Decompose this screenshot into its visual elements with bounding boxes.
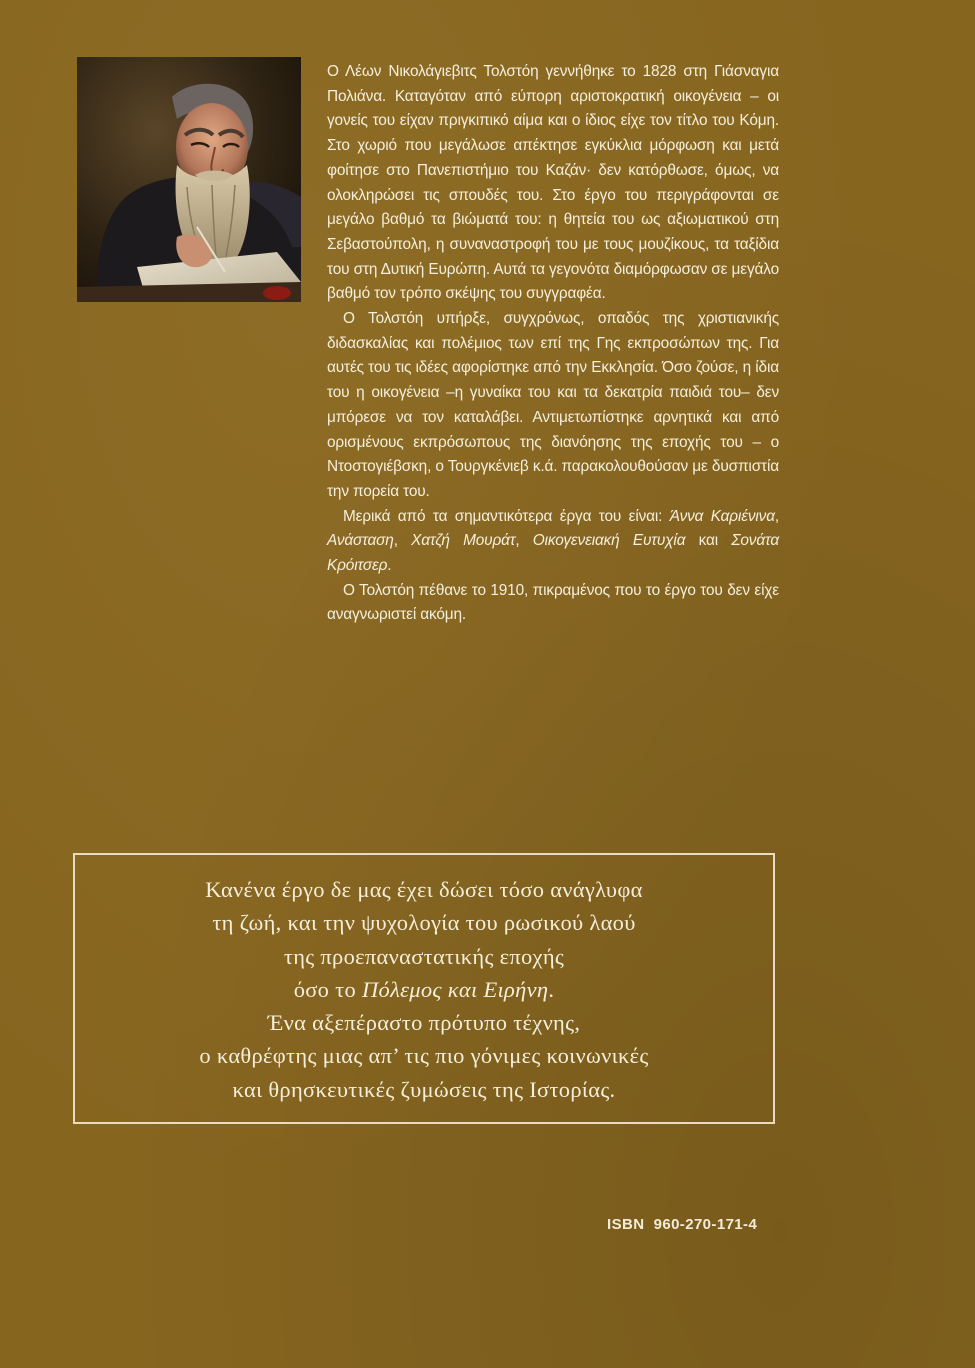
- portrait-illustration: [77, 57, 301, 302]
- quote-prefix: όσο το: [293, 976, 362, 1002]
- bio-paragraph-works: [327, 505, 779, 579]
- quote-line: και θρησκευτικές ζυμώσεις της Ιστορίας.: [232, 1076, 616, 1102]
- author-portrait: [77, 57, 301, 302]
- work-title: Χατζή Μουράτ: [411, 532, 516, 550]
- work-title: Οικογενειακή Ευτυχία: [532, 532, 686, 550]
- quote-box: [73, 853, 775, 1124]
- work-title: Ανάσταση: [327, 532, 394, 550]
- work-title: Άννα Καριένινα: [669, 507, 775, 525]
- quote-suffix: .: [548, 976, 555, 1002]
- quote-line: ο καθρέφτης μιας απ’ τις πιο γόνιμες κοινωνικές: [199, 1043, 649, 1069]
- separator: .: [387, 557, 392, 575]
- quote-line: τη ζωή, και την ψυχολογία του ρωσικού λαού: [212, 910, 636, 936]
- work-title: Σονάτα Κρόιτσερ: [327, 532, 779, 575]
- bio-paragraph: Ο Λέων Νικολάγιεβιτς Τολστόη γεννήθηκε το 1828 στη Γιάσναγια Πολιάνα. Καταγόταν από εύπορη αριστοκρατική οικογένεια – οι γονείς του είχαν πριγκιπικό αίμα και ο ίδιος είχε τον τίτλο του Κόμη. Στο χωριό που μεγάλωσε απέκτησε εγκύκλια μόρφωση και μετά φοίτησε στο Πανεπιστήμιο του Καζάν· δεν κατόρθωσε, όμως, να ολοκληρώσει τις σπουδές του. Στο έργο του περιγράφονται σε μεγάλο βαθμό τα βιώματά του: η θητεία του ως αξιωματικού στη Σεβαστούπολη, η συναναστροφή του με τους μουζίκους, τα ταξίδια του στη Δυτική Ευρώπη. Αυτά τα γεγονότα διαμόρφωσαν σε μεγάλο βαθμό τον τρόπο σκέψης του συγγραφέα.: [327, 63, 779, 303]
- quote-line: Ένα αξεπέραστο πρότυπο τέχνης,: [267, 1010, 581, 1036]
- isbn: [607, 1216, 757, 1233]
- quote-line: [75, 973, 773, 1006]
- separator: ,: [774, 507, 779, 525]
- isbn-number: 960-270-171-4: [653, 1216, 758, 1233]
- quote-text: [75, 873, 773, 1106]
- bio-paragraph: Ο Τολστόη υπήρξε, συγχρόνως, οπαδός της χριστιανικής διδασκαλίας και πολέμιος των επί της Γης εκπροσώπων της. Για αυτές του τις ιδέες αφορίστηκε από την Εκκλησία. Όσο ζούσε, η ίδια του η οικογένεια –η γυναίκα του και τα δεκατρία παιδιά του– δεν μπόρεσε να τον καταλάβει. Αντιμετωπίστηκε αρνητικά και από ορισμένους εκπρόσωπους της διανόησης της εποχής του – ο Ντοστογιέβσκη, ο Τουργκένιεβ κ.ά. παρακολουθούσαν με δυσπιστία την πορεία του.: [327, 310, 779, 500]
- author-biography: [327, 60, 779, 628]
- separator: ,: [515, 532, 533, 550]
- separator: ,: [393, 532, 412, 550]
- book-title: Πόλεμος και Ειρήνη: [361, 976, 549, 1002]
- bio-paragraph: Ο Τολστόη πέθανε το 1910, πικραμένος που το έργο του δεν είχε αναγνωριστεί ακόμη.: [327, 581, 779, 624]
- quote-line: της προεπαναστατικής εποχής: [283, 943, 565, 969]
- isbn-label: ISBN: [607, 1216, 645, 1233]
- separator: και: [685, 532, 732, 550]
- works-intro: Μερικά από τα σημαντικότερα έργα του είναι:: [343, 507, 670, 525]
- quote-line: Κανένα έργο δε μας έχει δώσει τόσο ανάγλυφα: [205, 877, 643, 902]
